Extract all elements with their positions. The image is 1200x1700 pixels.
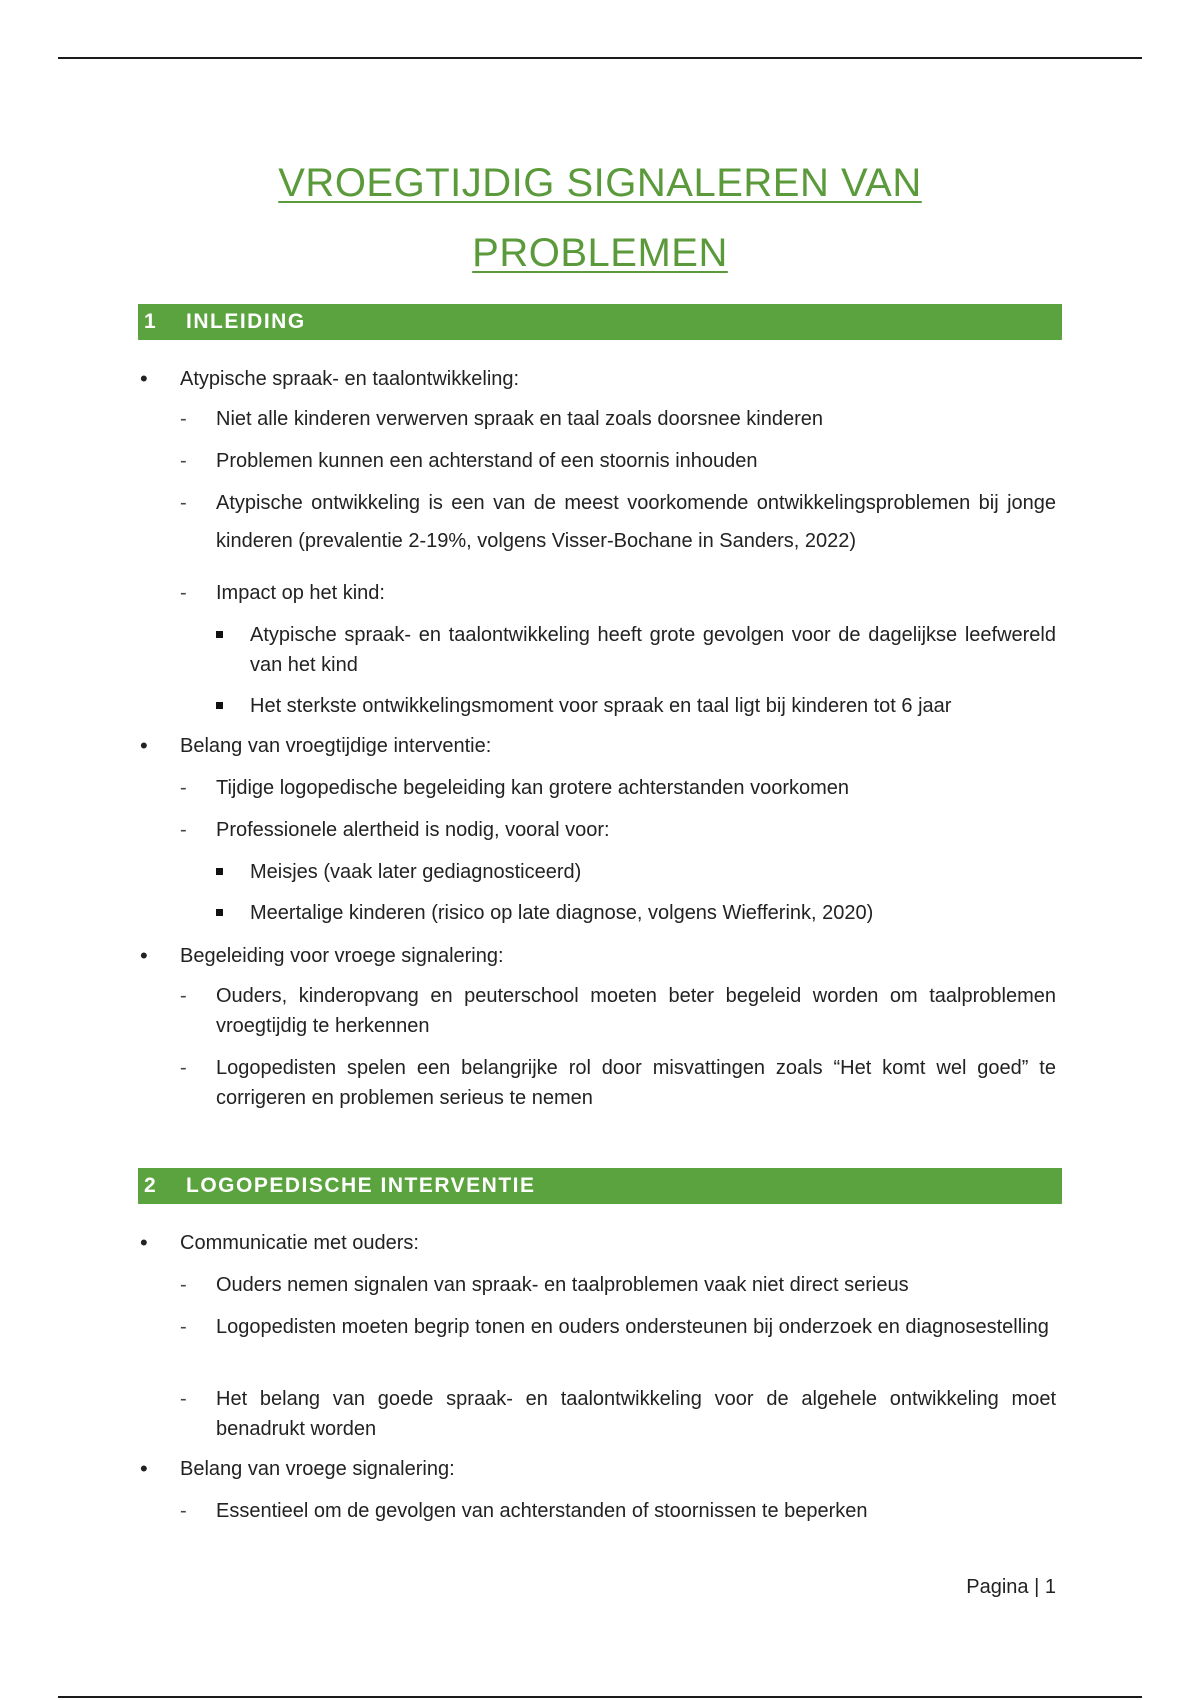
list-item-label: Belang van vroege signalering: [180,1458,455,1480]
list-item: Ouders nemen signalen van spraak- en taalproblemen vaak niet direct serieus [216,1274,909,1296]
square-bullet-icon [216,631,223,638]
dash-icon: - [180,450,187,472]
list-item: Meertalige kinderen (risico op late diagnose, volgens Wiefferink, 2020) [250,902,874,924]
list-item: Atypische ontwikkeling is een van de meest voorkomende ontwikkelingsproblemen bij jonge kinderen (prevalentie 2-19%, volgens Visser-Bochane in Sanders, 2022) [216,492,1056,552]
dash-icon: - [180,985,187,1007]
list-item: Ouders, kinderopvang en peuterschool moeten beter begeleid worden om taalproblemen vroegtijdig te herkennen [216,985,1056,1037]
dash-icon: - [180,408,187,430]
list-item: Niet alle kinderen verwerven spraak en taal zoals doorsnee kinderen [216,408,824,430]
bullet-icon: • [140,1456,148,1481]
footer-rule [58,1696,1142,1698]
list-item: Het belang van goede spraak- en taalontwikkeling voor de algehele ontwikkeling moet benadrukt worden [216,1388,1056,1440]
list-item: Meisjes (vaak later gediagnosticeerd) [250,861,582,883]
list-item: Tijdige logopedische begeleiding kan grotere achterstanden voorkomen [216,777,850,799]
document-title [0,148,1200,288]
bullet-icon: • [140,366,148,391]
bullet-icon: • [140,1230,148,1255]
section-heading-logopedische-interventie [138,1168,1062,1204]
header-rule [58,57,1142,59]
square-bullet-icon [216,868,223,875]
bullet-icon: • [140,943,148,968]
list-item: Problemen kunnen een achterstand of een stoornis inhouden [216,450,758,472]
dash-icon: - [180,1057,187,1079]
dash-icon: - [180,1274,187,1296]
section-number: 2 [144,1174,158,1197]
list-item: Het sterkste ontwikkelingsmoment voor spraak en taal ligt bij kinderen tot 6 jaar [250,695,952,717]
title-line-1: VROEGTIJDIG SIGNALEREN VAN [278,161,922,205]
page-number: Pagina | 1 [966,1576,1056,1598]
list-item: Essentieel om de gevolgen van achterstanden of stoornissen te beperken [216,1500,868,1522]
section-title: LOGOPEDISCHE INTERVENTIE [186,1174,536,1197]
list-item-label: Begeleiding voor vroege signalering: [180,945,504,967]
dash-icon: - [180,1388,187,1410]
square-bullet-icon [216,702,223,709]
list-item: Atypische spraak- en taalontwikkeling heeft grote gevolgen voor de dagelijkse leefwereld van het kind [250,624,1056,676]
dash-icon: - [180,1316,187,1338]
section-heading-inleiding [138,304,1062,340]
list-item: Logopedisten moeten begrip tonen en ouders ondersteunen bij onderzoek en diagnosestelling [216,1316,1049,1338]
dash-icon: - [180,819,187,841]
dash-icon: - [180,1500,187,1522]
list-item: Professionele alertheid is nodig, vooral voor: [216,819,610,841]
list-item-label: Communicatie met ouders: [180,1232,419,1254]
dash-icon: - [180,492,187,514]
section-number: 1 [144,310,158,333]
section-title: INLEIDING [186,310,306,333]
list-item-label: Belang van vroegtijdige interventie: [180,735,492,757]
list-item: Logopedisten spelen een belangrijke rol door misvattingen zoals “Het komt wel goed” te corrigeren en problemen serieus te nemen [216,1057,1056,1109]
square-bullet-icon [216,909,223,916]
bullet-icon: • [140,733,148,758]
dash-icon: - [180,582,187,604]
title-line-2: PROBLEMEN [472,231,728,275]
list-item: Impact op het kind: [216,582,385,604]
list-item-label: Atypische spraak- en taalontwikkeling: [180,368,520,390]
dash-icon: - [180,777,187,799]
